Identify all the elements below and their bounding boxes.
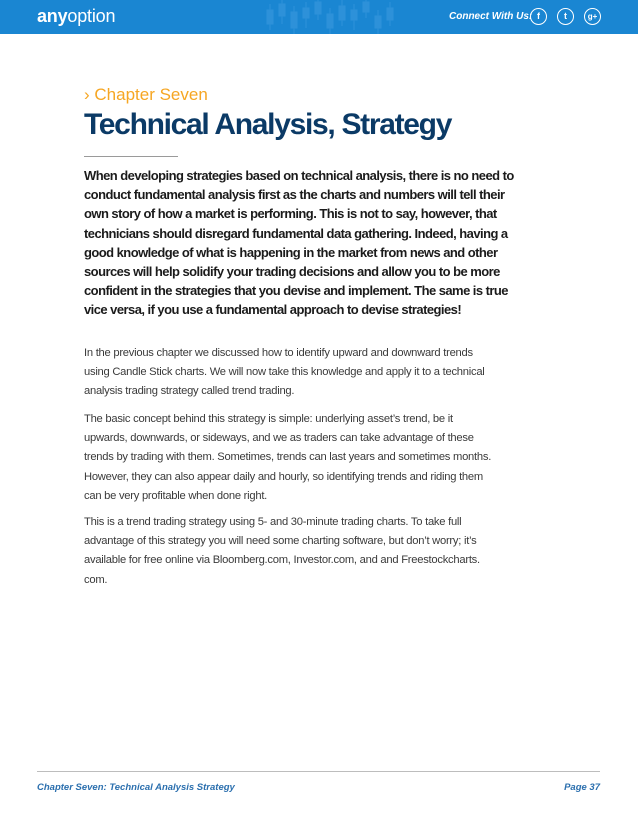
intro-line: own story of how a market is performing. This is not to say, however, that [84, 206, 497, 222]
intro-line: When developing strategies based on technical analysis, there is no need to [84, 168, 514, 183]
header-bar [0, 0, 638, 34]
intro-line: conduct fundamental analysis first as the charts and numbers will tell their [84, 187, 505, 203]
twitter-icon[interactable]: t [557, 8, 574, 25]
google-plus-icon[interactable]: g+ [584, 8, 601, 25]
page-number: Page 37 [564, 782, 600, 793]
candlestick-background-graphic [120, 0, 420, 34]
intro-line: confident in the strategies that you devise and implement. The same is true [84, 283, 508, 299]
body-line: In the previous chapter we discussed how to identify upward and downward trends [84, 347, 473, 359]
body-line: advantage of this strategy you will need some charting software, but don’t worry; it’s [84, 535, 477, 548]
footer-divider [37, 771, 600, 772]
body-line: This is a trend trading strategy using 5- and 30-minute trading charts. To take full [84, 516, 462, 528]
intro-line: vice versa, if you use a fundamental approach to devise strategies! [84, 302, 462, 318]
body-paragraph-2 [84, 410, 554, 506]
intro-line: good knowledge of what is happening in the market from news and other [84, 244, 498, 260]
body-line: using Candle Stick charts. We will now take this knowledge and apply it to a technical [84, 366, 485, 379]
page-title: Technical Analysis, Strategy [84, 108, 452, 141]
connect-label: Connect With Us: [449, 11, 533, 22]
intro-paragraph [84, 166, 559, 320]
logo-suffix: option [67, 6, 116, 26]
body-line: available for free online via Bloomberg.com, Investor.com, and and Freestockcharts. [84, 554, 480, 567]
title-divider [84, 156, 178, 157]
logo-prefix: any [37, 6, 68, 26]
body-line: trends by trading with them. Sometimes, trends can last years and sometimes months. [84, 451, 492, 464]
body-line: However, they can also appear daily and hourly, so identifying trends and riding them [84, 470, 483, 483]
intro-line: sources will help solidify your trading decisions and allow you to be more [84, 264, 500, 280]
facebook-icon[interactable]: f [530, 8, 547, 25]
body-paragraph-3 [84, 513, 554, 590]
body-line: can be very profitable when done right. [84, 489, 268, 502]
body-paragraph-1 [84, 344, 554, 402]
body-line: upwards, downwards, or sideways, and we as traders can take advantage of these [84, 432, 474, 445]
intro-line: technicians should disregard fundamental data gathering. Indeed, having a [84, 225, 508, 241]
footer-chapter-title: Chapter Seven: Technical Analysis Strategy [37, 782, 235, 793]
anyoption-logo[interactable] [37, 6, 115, 27]
chapter-label: › Chapter Seven [84, 85, 208, 104]
body-line: The basic concept behind this strategy is simple: underlying asset’s trend, be it [84, 413, 453, 425]
body-line: com. [84, 573, 108, 586]
body-line: analysis trading strategy called trend trading. [84, 385, 295, 398]
